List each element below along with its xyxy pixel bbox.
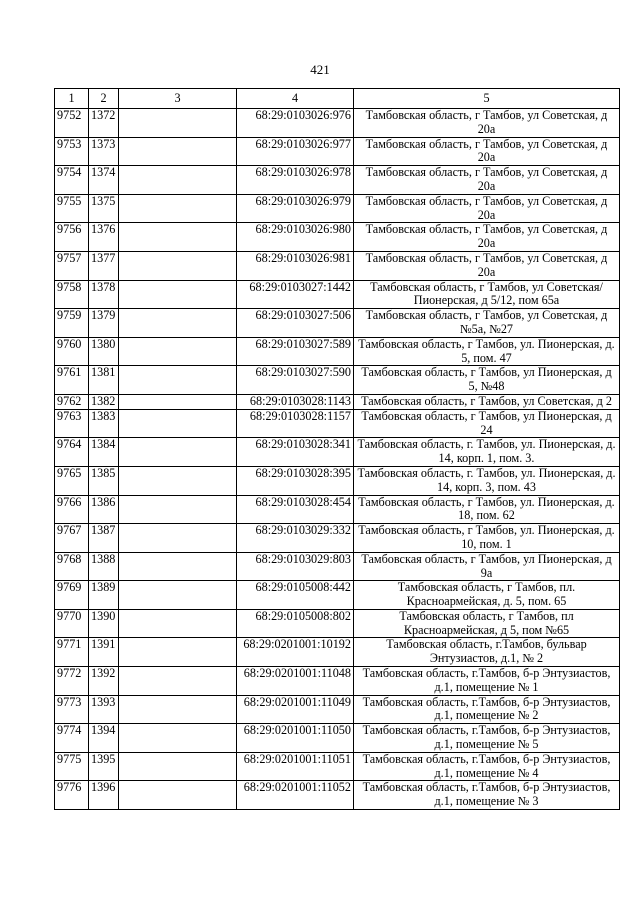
table-row [55,366,620,395]
row-index-cell: 9760 [55,337,89,366]
cadastral-number-cell: 68:29:0103029:803 [237,552,354,581]
empty-cell [119,524,237,553]
table-row [55,394,620,409]
row-index-cell: 9775 [55,752,89,781]
empty-cell [119,438,237,467]
row-index-cell: 9772 [55,667,89,696]
row-index-cell: 9761 [55,366,89,395]
empty-cell [119,752,237,781]
table-row [55,495,620,524]
row-index-cell: 9762 [55,394,89,409]
empty-cell [119,280,237,309]
row-number-cell: 1386 [89,495,119,524]
address-cell: Тамбовская область, г. Тамбов, ул. Пионерская, д. 14, корп. 1, пом. 3. [354,438,620,467]
cadastral-number-cell: 68:29:0103026:981 [237,251,354,280]
column-header-4: 4 [237,89,354,109]
table-row [55,724,620,753]
table-row [55,667,620,696]
cadastral-number-cell: 68:29:0103026:979 [237,194,354,223]
cadastral-number-cell: 68:29:0103026:980 [237,223,354,252]
cadastral-number-cell: 68:29:0103026:977 [237,137,354,166]
address-cell: Тамбовская область, г Тамбов, ул Советская/Пионерская, д 5/12, пом 65а [354,280,620,309]
table-row [55,752,620,781]
cadastral-number-cell: 68:29:0103027:506 [237,309,354,338]
row-index-cell: 9756 [55,223,89,252]
address-cell: Тамбовская область, г Тамбов, ул Советская, д 20а [354,137,620,166]
row-index-cell: 9774 [55,724,89,753]
row-number-cell: 1382 [89,394,119,409]
table-row [55,109,620,138]
empty-cell [119,309,237,338]
empty-cell [119,223,237,252]
row-number-cell: 1389 [89,581,119,610]
row-number-cell: 1390 [89,609,119,638]
address-cell: Тамбовская область, г Тамбов, ул Пионерская, д 5, №48 [354,366,620,395]
cadastral-number-cell: 68:29:0201001:11052 [237,781,354,810]
row-number-cell: 1379 [89,309,119,338]
empty-cell [119,466,237,495]
row-index-cell: 9755 [55,194,89,223]
row-index-cell: 9771 [55,638,89,667]
row-index-cell: 9765 [55,466,89,495]
cadastral-number-cell: 68:29:0103027:589 [237,337,354,366]
table-row [55,552,620,581]
row-index-cell: 9757 [55,251,89,280]
row-number-cell: 1374 [89,166,119,195]
cadastral-number-cell: 68:29:0103028:395 [237,466,354,495]
empty-cell [119,194,237,223]
row-index-cell: 9759 [55,309,89,338]
empty-cell [119,695,237,724]
page-number: 421 [310,62,330,77]
empty-cell [119,609,237,638]
address-cell: Тамбовская область, г Тамбов, пл Красноармейская, д 5, пом №65 [354,609,620,638]
row-index-cell: 9769 [55,581,89,610]
row-index-cell: 9754 [55,166,89,195]
row-number-cell: 1378 [89,280,119,309]
empty-cell [119,251,237,280]
empty-cell [119,166,237,195]
empty-cell [119,337,237,366]
address-cell: Тамбовская область, г.Тамбов, б-р Энтузиастов, д.1, помещение № 5 [354,724,620,753]
address-cell: Тамбовская область, г.Тамбов, б-р Энтузиастов, д.1, помещение № 2 [354,695,620,724]
empty-cell [119,394,237,409]
table-row [55,409,620,438]
row-number-cell: 1391 [89,638,119,667]
table-row [55,609,620,638]
address-cell: Тамбовская область, г Тамбов, ул Советская, д 2 [354,394,620,409]
table-body [55,109,620,810]
cadastral-number-cell: 68:29:0201001:10192 [237,638,354,667]
address-cell: Тамбовская область, г.Тамбов, б-р Энтузиастов, д.1, помещение № 3 [354,781,620,810]
address-cell: Тамбовская область, г Тамбов, ул Советская, д 20а [354,166,620,195]
cadastral-number-cell: 68:29:0103028:454 [237,495,354,524]
row-number-cell: 1384 [89,438,119,467]
table-row [55,438,620,467]
cadastral-number-cell: 68:29:0201001:11049 [237,695,354,724]
cadastral-number-cell: 68:29:0103026:976 [237,109,354,138]
table-row [55,223,620,252]
row-number-cell: 1392 [89,667,119,696]
empty-cell [119,495,237,524]
registry-table [54,88,620,810]
row-number-cell: 1383 [89,409,119,438]
address-cell: Тамбовская область, г Тамбов, ул Советская, д 20а [354,223,620,252]
row-number-cell: 1395 [89,752,119,781]
address-cell: Тамбовская область, г Тамбов, ул Советская, д 20а [354,194,620,223]
cadastral-number-cell: 68:29:0103028:1157 [237,409,354,438]
address-cell: Тамбовская область, г. Тамбов, ул. Пионерская, д. 14, корп. 3, пом. 43 [354,466,620,495]
address-cell: Тамбовская область, г Тамбов, ул. Пионерская, д. 5, пом. 47 [354,337,620,366]
cadastral-number-cell: 68:29:0201001:11051 [237,752,354,781]
cadastral-number-cell: 68:29:0103029:332 [237,524,354,553]
cadastral-number-cell: 68:29:0103028:1143 [237,394,354,409]
column-header-2: 2 [89,89,119,109]
row-number-cell: 1381 [89,366,119,395]
cadastral-number-cell: 68:29:0105008:442 [237,581,354,610]
row-number-cell: 1385 [89,466,119,495]
address-cell: Тамбовская область, г.Тамбов, бульвар Энтузиастов, д.1, № 2 [354,638,620,667]
row-number-cell: 1396 [89,781,119,810]
row-index-cell: 9753 [55,137,89,166]
table-row [55,581,620,610]
table-row [55,466,620,495]
row-number-cell: 1373 [89,137,119,166]
cadastral-number-cell: 68:29:0201001:11048 [237,667,354,696]
empty-cell [119,724,237,753]
row-index-cell: 9766 [55,495,89,524]
row-number-cell: 1394 [89,724,119,753]
table-row [55,280,620,309]
cadastral-number-cell: 68:29:0105008:802 [237,609,354,638]
column-header-3: 3 [119,89,237,109]
row-index-cell: 9752 [55,109,89,138]
table-row [55,166,620,195]
empty-cell [119,781,237,810]
address-cell: Тамбовская область, г Тамбов, ул Пионерская, д 24 [354,409,620,438]
address-cell: Тамбовская область, г.Тамбов, б-р Энтузиастов, д.1, помещение № 4 [354,752,620,781]
column-header-5: 5 [354,89,620,109]
table-row [55,781,620,810]
address-cell: Тамбовская область, г Тамбов, ул Советская, д 20а [354,251,620,280]
table-row [55,194,620,223]
empty-cell [119,667,237,696]
row-index-cell: 9770 [55,609,89,638]
row-number-cell: 1372 [89,109,119,138]
row-number-cell: 1380 [89,337,119,366]
address-cell: Тамбовская область, г Тамбов, ул. Пионерская, д. 10, пом. 1 [354,524,620,553]
row-number-cell: 1393 [89,695,119,724]
address-cell: Тамбовская область, г Тамбов, пл. Красноармейская, д. 5, пом. 65 [354,581,620,610]
empty-cell [119,137,237,166]
table-row [55,309,620,338]
row-number-cell: 1387 [89,524,119,553]
address-cell: Тамбовская область, г Тамбов, ул Советская, д №5а, №27 [354,309,620,338]
row-index-cell: 9763 [55,409,89,438]
empty-cell [119,552,237,581]
address-cell: Тамбовская область, г.Тамбов, б-р Энтузиастов, д.1, помещение № 1 [354,667,620,696]
table-header-row [55,89,620,109]
row-index-cell: 9764 [55,438,89,467]
column-header-1: 1 [55,89,89,109]
cadastral-number-cell: 68:29:0103028:341 [237,438,354,467]
row-number-cell: 1388 [89,552,119,581]
empty-cell [119,366,237,395]
empty-cell [119,409,237,438]
cadastral-number-cell: 68:29:0201001:11050 [237,724,354,753]
row-index-cell: 9758 [55,280,89,309]
row-number-cell: 1377 [89,251,119,280]
row-index-cell: 9768 [55,552,89,581]
table-row [55,695,620,724]
empty-cell [119,109,237,138]
address-cell: Тамбовская область, г Тамбов, ул Пионерская, д 9а [354,552,620,581]
cadastral-number-cell: 68:29:0103027:590 [237,366,354,395]
address-cell: Тамбовская область, г Тамбов, ул. Пионерская, д. 18, пом. 62 [354,495,620,524]
row-index-cell: 9776 [55,781,89,810]
table-row [55,638,620,667]
cadastral-number-cell: 68:29:0103026:978 [237,166,354,195]
empty-cell [119,581,237,610]
table-row [55,337,620,366]
row-number-cell: 1376 [89,223,119,252]
row-number-cell: 1375 [89,194,119,223]
table-row [55,137,620,166]
address-cell: Тамбовская область, г Тамбов, ул Советская, д 20а [354,109,620,138]
row-index-cell: 9773 [55,695,89,724]
empty-cell [119,638,237,667]
row-index-cell: 9767 [55,524,89,553]
table-row [55,524,620,553]
cadastral-number-cell: 68:29:0103027:1442 [237,280,354,309]
table-row [55,251,620,280]
